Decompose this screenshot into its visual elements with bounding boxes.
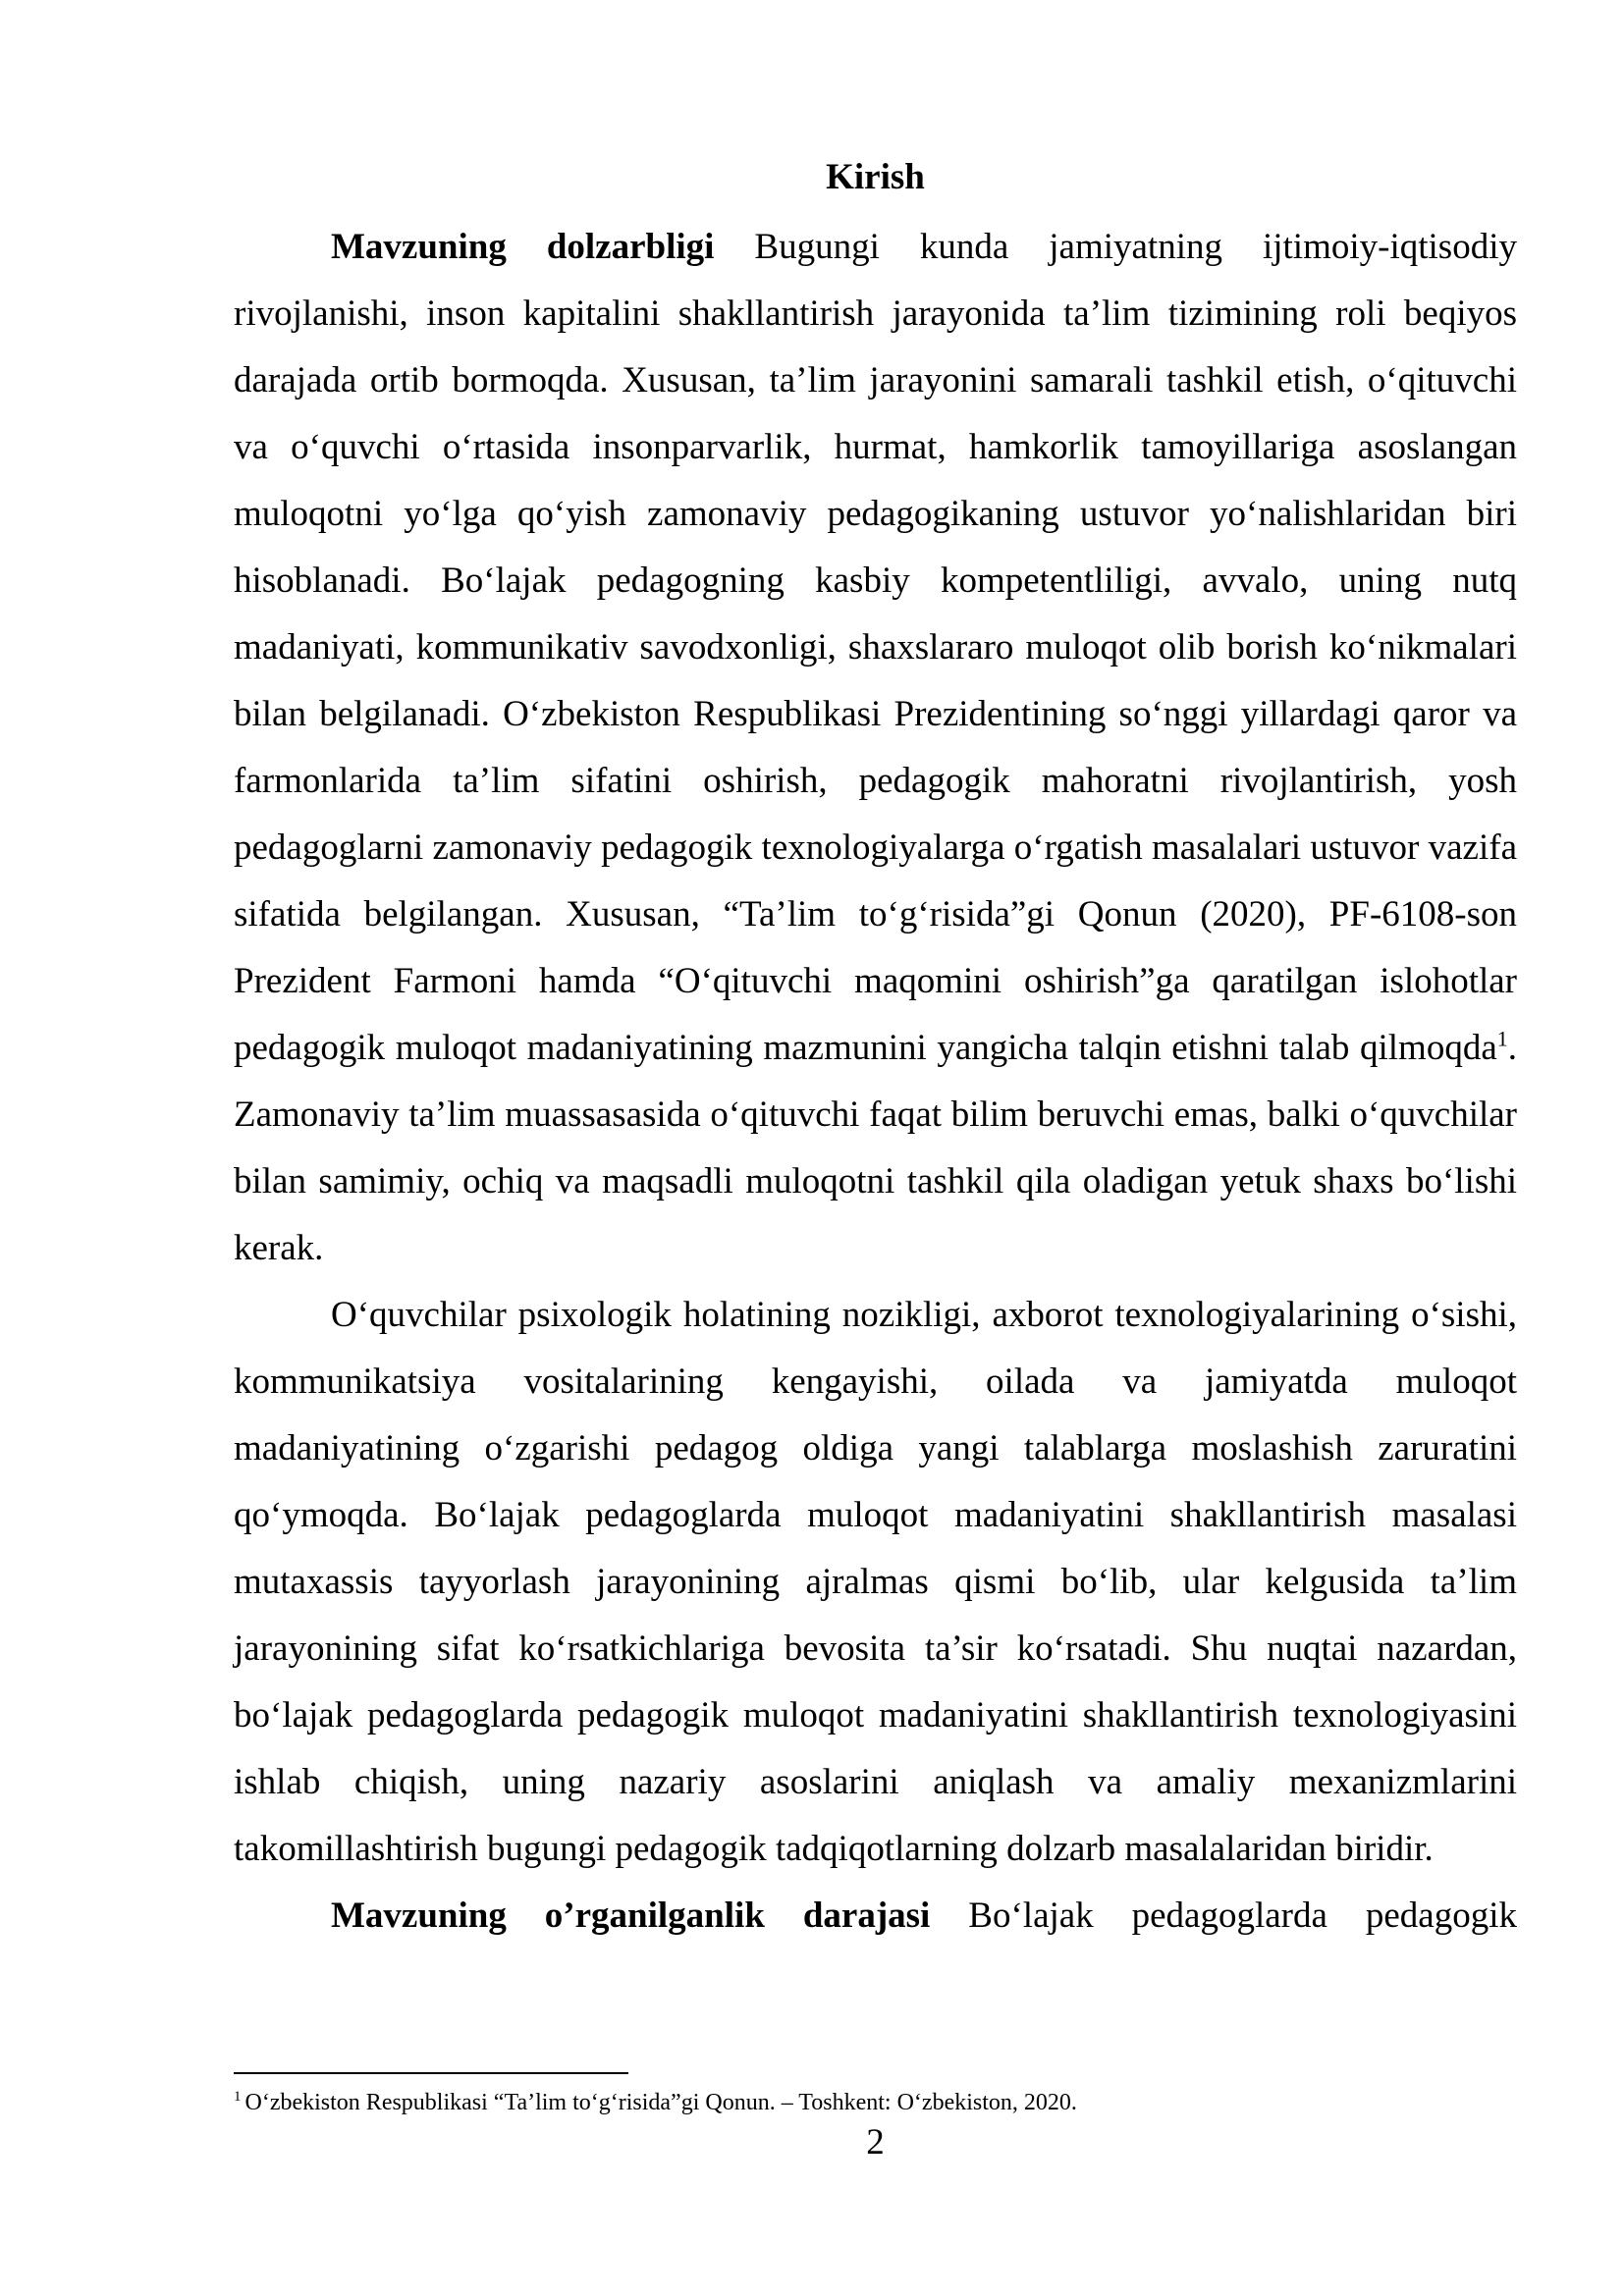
paragraph-body: O‘quvchilar psixologik holatining nozikligi, axborot texnologiyalarining o‘sishi, kommunikatsiya vositalarining kengayishi, oilada va jamiyatda muloqot madaniyatining o‘zgarishi pedagog oldiga yangi talablarga moslashish zaruratini qo‘ymoqda. Bo‘lajak pedagoglarda muloqot madaniyatini shakllantirish masalasi mutaxassis tayyorlash jarayonining ajralmas qismi bo‘lib, ular kelgusida ta’lim jarayonining sifat ko‘rsatkichlariga bevosita ta’sir ko‘rsatadi. Shu nuqtai nazardan, bo‘lajak pedagoglarda pedagogik muloqot madaniyatini shakllantirish texnologiyasini ishlab chiqish, uning nazariy asoslarini aniqlash va amaliy mexanizmlarini takomillashtirish bugungi pedagogik tadqiqotlarning dolzarb masalalaridan biridir. bbox=[234, 1295, 1517, 1869]
footnote bbox=[234, 2086, 1517, 2119]
body-text bbox=[234, 214, 1517, 1949]
page-number: 2 bbox=[866, 2122, 885, 2163]
section-heading: Kirish bbox=[826, 157, 925, 197]
paragraph-relevance bbox=[234, 214, 1517, 1282]
paragraph-study-level bbox=[234, 1883, 1517, 1949]
footnote-reference: 1 bbox=[1496, 1026, 1508, 1051]
paragraph-text: Bugungi kunda jamiyatning ijtimoiy-iqtisodiy rivojlanishi, inson kapitalini shakllantirish jarayonida ta’lim tizimining roli beqiyos darajada ortib bormoqda. Xususan, ta’lim jarayonini samarali tashkil etish, o‘qituvchi va o‘quvchi o‘rtasida insonparvarlik, hurmat, hamkorlik tamoyillariga asoslangan muloqotni yo‘lga qo‘yish zamonaviy pedagogikaning ustuvor yo‘nalishlaridan biri hisoblanadi. Bo‘lajak pedagogning kasbiy kompetentliligi, avvalo, uning nutq madaniyati, kommunikativ savodxonligi, shaxslararo muloqot olib borish ko‘nikmalari bilan belgilanadi. O‘zbekiston Respublikasi Prezidentining so‘nggi yillardagi qaror va farmonlarida ta’lim sifatini oshirish, pedagogik mahoratni rivojlantirish, yosh pedagoglarni zamonaviy pedagogik texnologiyalarga o‘rgatish masalalari ustuvor vazifa sifatida belgilangan. Xususan, “Ta’lim to‘g‘risida”gi Qonun (2020), PF-6108-son Prezident Farmoni hamda “O‘qituvchi maqomini oshirish”ga qaratilgan islohotlar pedagogik muloqot madaniyatining mazmunini yangicha talqin etishni talab qilmoqda bbox=[234, 227, 1517, 1068]
footnote-text: O‘zbekiston Respublikasi “Ta’lim to‘g‘risida”gi Qonun. – Toshkent: O‘zbekiston, 2020. bbox=[244, 2090, 1077, 2115]
footnote-divider bbox=[234, 2072, 628, 2074]
paragraph-lead-relevance: Mavzuning dolzarbligi bbox=[331, 227, 715, 267]
paragraph-text: . Zamonaviy ta’lim muassasasida o‘qituvchi faqat bilim beruvchi emas, balki o‘quvchilar bilan samimiy, ochiq va maqsadli muloqotni tashkil qila oladigan yetuk shaxs bo‘lishi kerak. bbox=[234, 1028, 1517, 1268]
paragraph-lead-study-level: Mavzuning o’rganilganlik darajasi bbox=[331, 1896, 931, 1936]
footnote-number: 1 bbox=[234, 2089, 242, 2105]
paragraph-text: Bo‘lajak pedagoglarda pedagogik bbox=[930, 1896, 1517, 1936]
